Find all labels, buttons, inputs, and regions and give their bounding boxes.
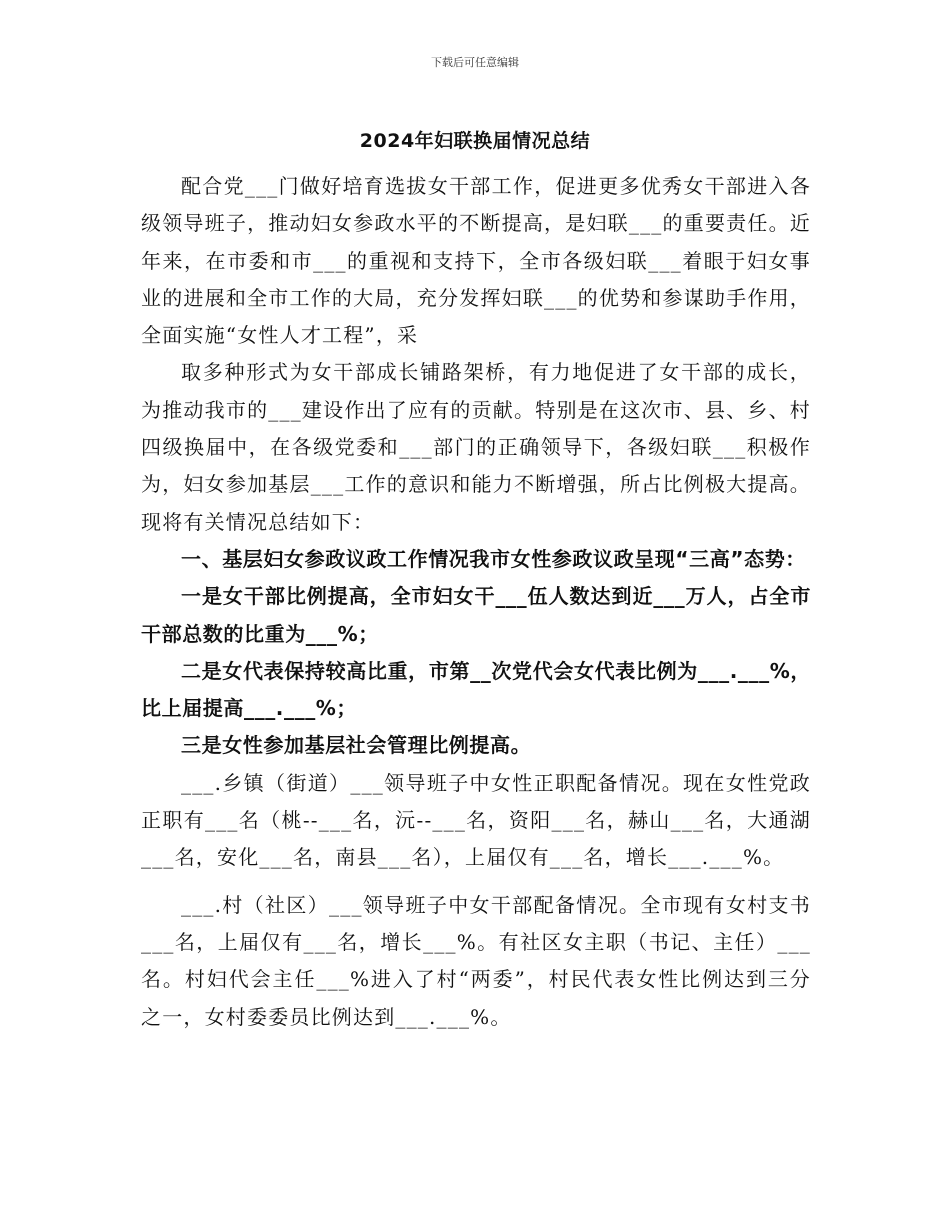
page-header-note: 下载后可任意编辑: [431, 56, 519, 69]
point-2: 二是女代表保持较高比重，市第__次党代会女代表比例为___.___%，比上届提高___.___%；: [141, 658, 811, 721]
document-body: [141, 168, 811, 1036]
document-title: 2024年妇联换届情况总结: [359, 130, 591, 152]
paragraph-village: ___.村（社区）___领导班子中女干部配备情况。全市现有女村支书___名，上届仅有___名，增长___%。有社区女主职（书记、主任）___名。村妇代会主任___%进入了村“两委”，村民代表女性比例达到三分之一，女村委委员比例达到___.___%。: [141, 892, 811, 1029]
point-1: 一是女干部比例提高，全市妇女干___伍人数达到近___万人，占全市干部总数的比重为___%；: [141, 584, 811, 646]
section-heading-1: 一、基层妇女参政议政工作情况我市女性参政议政呈现“三高”态势：: [181, 546, 806, 571]
point-3: 三是女性参加基层社会管理比例提高。: [181, 733, 532, 758]
paragraph-continuation: 取多种形式为女干部成长铺路架桥，有力地促进了女干部的成长，为推动我市的___建设作出了应有的贡献。特别是在这次市、县、乡、村四级换届中，在各级党委和___部门的正确领导下，各级妇联___积极作为，妇女参加基层___工作的意识和能力不断增强，所占比例极大提高。现将有关情况总结如下：: [141, 360, 811, 534]
paragraph-intro: 配合党___门做好培育选拔女干部工作，促进更多优秀女干部进入各级领导班子，推动妇女参政水平的不断提高，是妇联___的重要责任。近年来，在市委和市___的重视和支持下，全市各级妇联___着眼于妇女事业的进展和全市工作的大局，充分发挥妇联___的优势和参谋助手作用，全面实施“女性人才工程”，采: [141, 174, 811, 348]
paragraph-township: ___.乡镇（街道）___领导班子中女性正职配备情况。现在女性党政正职有___名（桃--___名，沅--___名，资阳___名，赫山___名，大通湖___名，安化___名，南县___名），上届仅有___名，增长___.___%。: [141, 770, 811, 870]
